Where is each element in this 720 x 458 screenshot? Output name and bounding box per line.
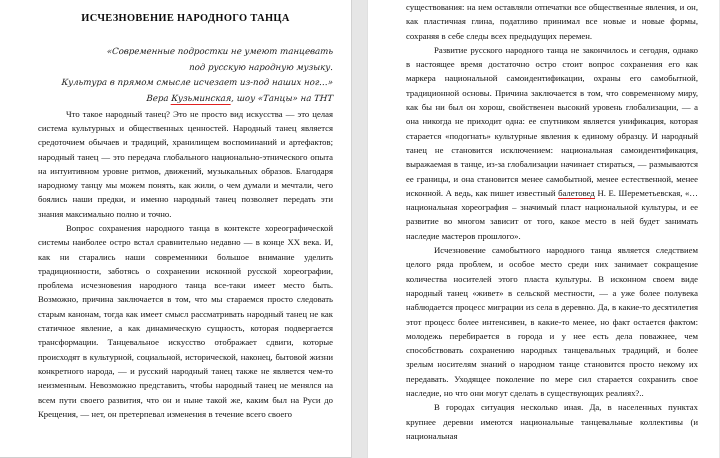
page-right-content — [406, 0, 698, 443]
epigraph-block — [38, 45, 333, 106]
page-separator-gap — [352, 0, 367, 458]
epigraph-line-3: Культура в прямом смысле исчезает из-под наших ног…» — [61, 77, 334, 88]
epigraph-line-2: под русскую народную музыку. — [188, 62, 334, 73]
paragraph-development-part2: Н. Е. Шереметьевская, «…национальная хореография – значимый пласт национальной культуры, и ее развитие во многом зависит от того, какое место в ней будет занимать наследие мастеров прошлого». — [406, 187, 698, 241]
page-left-content — [38, 0, 333, 421]
paragraph-preservation-question: Вопрос сохранения народного танца в контексте хореографической системы наиболее остро встал сравнительно недавно — в конце XX века. И, как ни старались наши современники большое внимание уделить традиционности, заботясь о сохранении исконной русской хореографии, проблема исчезновения народного танца все-таки имеет место быть. Возможно, причина заключается в том, что мы стараемся просто следовать старым канонам, тогда как имеет смысл рассматривать народный танец не как статичное явление, а как динамическую сущность, которая подвергается трансформации. Танцевальное искусство отображает сдвиги, которые происходят в культурной, социальной, исторической, наконец, бытовой жизни конкретного народа, — и русский народный танец также не является чем-то неизменным. Невозможно представить, чтобы народный танец не менялся на всем пути своего развития, что он и ныне такой же, каким был на Руси до Крещения, — нет, он претерпевал изменения в течение всего своего — [38, 222, 333, 419]
paragraph-development-part1: Развитие русского народного танца не закончилось и сегодня, однако в настоящее время достаточно остро стоит вопрос сохранения его как маркера национальной самоидентификации, охраны его самобытной, традиционной основы. Причина заключается в том, что современному миру, как бы ни был он хорош, свойственен высокий уровень глобализации, — а она никогда не приходит одна: ее спутником является унификация, которая старается «подогнать» культурные явления к единому образцу. И народный танец не становится исключением: национальная самоидентификация, выражаемая в танце, из-за глобализации начинает стираться, — размываются ее границы, и она становится менее самобытной, менее естественной, менее исконной. А ведь, как пишет известный — [406, 44, 698, 198]
paragraph-disappearance-causes: Исчезновение самобытного народного танца является следствием целого ряда проблем, и особое место среди них занимает сокращение количества носителей этого пласта культуры. В исконном своем виде народный танец «живет» в сельской местности, — а уже более полувека наблюдается процесс миграции из села в деревню. Да, в какие-то десятилетия этот процесс более интенсивен, в какие-то менее, но факт остается фактом: молодежь перебирается в города и у нее есть дела поважнее, чем способствовать сохранению народных танцевальных традиций, и более зрелым носителям знаний о народном танце становится просто некому их передавать. Уходящее поколение по мере сил старается сохранить свое наследие, но что они могут сделать в существующих реалиях?.. — [406, 245, 698, 399]
epigraph-attribution — [37, 92, 333, 107]
spellcheck-misspelled-word-kuzminskaya[interactable]: Кузьминская — [170, 93, 232, 104]
paragraph-development-globalization — [406, 43, 698, 243]
paragraph-what-is-folk-dance: Что такое народный танец? Это не просто вид искусства — это целая система культурных и общественных ценностей. Народный танец является средоточием обычаев и традиций, хранилищем воспоминаний и артефактов; народный танец — это передача глобального национально-этнического опыта на интуитивном уровне ритмов, движений, музыкальных образов. Благодаря народному танцу мы можем понять, как жили, о чем думали и мечтали, чего боялись наши предки, и именно народный танец позволяет передать эти знания максимально полно и точно. — [38, 108, 333, 219]
spellcheck-misspelled-word-baletoved[interactable]: балетовед — [558, 187, 595, 198]
paragraph-existence-continued: существования: на нем оставляли отпечатки все общественные явления, и он, как пластичная глина, податливо принимал все новые и новые формы, сохраняя в себе следы всех предыдущих перемен. — [406, 2, 698, 41]
paragraph-cities-situation: В городах ситуация несколько иная. Да, в населенных пунктах крупнее деревни имеются национальные танцевальные коллективы (и национальная — [406, 402, 698, 441]
page-title: ИСЧЕЗНОВЕНИЕ НАРОДНОГО ТАНЦА — [81, 13, 290, 24]
epigraph-attribution-suffix: , шоу «Танцы» на ТНТ — [230, 93, 334, 104]
document-page-right — [367, 0, 719, 458]
epigraph-line-1: «Современные подростки не умеют танцевать — [106, 47, 334, 58]
epigraph-attribution-prefix: Вера — [146, 93, 172, 104]
document-page-left — [0, 0, 352, 458]
